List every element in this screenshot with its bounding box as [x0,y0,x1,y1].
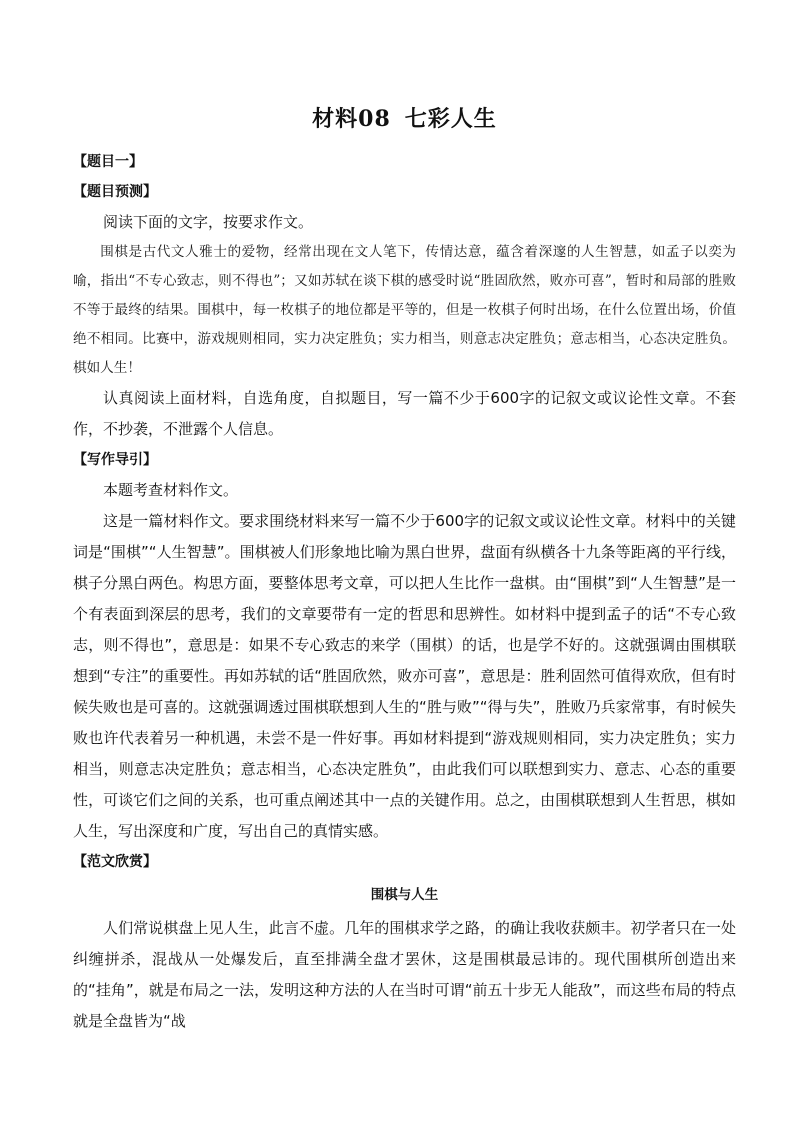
section-heading-guide: 【写作导引】 [73,452,157,468]
essay-title: 围棋与人生 [370,887,439,903]
section-heading-essay: 【范文欣赏】 [73,854,157,870]
section-heading-topic-one: 【题目一】 [73,154,143,170]
guide-paragraph-2: 这是一篇材料作文。要求围绕材料来写一篇不少于600字的记叙文或议论性文章。材料中的关键词是“围棋”“人生智慧”。围棋被人们形象地比喻为黑白世界，盘面有纵横各十九条等距离的平行线，棋子分黑白两色。构思方面，要整体思考文章，可以把人生比作一盘棋。由“围棋”到“人生智慧”是一个有表面到深层的思考，我们的文章要带有一定的哲思和思辨性。如材料中提到孟子的话“不专心致志，则不得也”，意思是：如果不专心致志的来学（围棋）的话，也是学不好的。这就强调由围棋联想到“专注”的重要性。再如苏轼的话“胜固欣然，败亦可喜”，意思是：胜利固然可值得欢欣，但有时候失败也是可喜的。这就强调透过围棋联想到人生的“胜与败”“得与失”，胜败乃兵家常事，有时候失败也许代表着另一种机遇，未尝不是一件好事。再如材料提到“游戏规则相同，实力决定胜负；实力相当，则意志决定胜负；意志相当，心态决定胜负”，由此我们可以联想到实力、意志、心态的重要性，可谈它们之间的关系，也可重点阐述其中一点的关键作用。总之，由围棋联想到人生哲思，棋如人生，写出深度和广度，写出自己的真情实感。 [73,512,736,840]
title-number: 材料08 [312,106,391,132]
section-heading-prediction: 【题目预测】 [73,184,157,200]
instruction-paragraph: 阅读下面的文字，按要求作文。 [103,213,314,231]
page-title [73,102,736,133]
title-text: 七彩人生 [404,106,497,132]
material-paragraph: 围棋是古代文人雅士的爱物，经常出现在文人笔下，传情达意，蕴含着深邃的人生智慧，如孟子以奕为喻，指出“不专心致志，则不得也”；又如苏轼在谈下棋的感受时说“胜固欣然，败亦可喜”，暂时和局部的胜败不等于最终的结果。围棋中，每一枚棋子的地位都是平等的，但是一枚棋子何时出场，在什么位置出场，价值绝不相同。比赛中，游戏规则相同，实力决定胜负；实力相当，则意志决定胜负；意志相当，心态决定胜负。棋如人生！ [73,244,736,376]
task-paragraph: 认真阅读上面材料，自选角度，自拟题目，写一篇不少于600字的记叙文或议论性文章。不套作，不抄袭，不泄露个人信息。 [73,389,736,438]
essay-paragraph-1: 人们常说棋盘上见人生，此言不虚。几年的围棋求学之路，的确让我收获颇丰。初学者只在一处纠缠拼杀，混战从一处爆发后，直至排满全盘才罢休，这是围棋最忌讳的。现代围棋所创造出来的“挂角”，就是布局之一法，发明这种方法的人在当时可谓“前五十步无人能敌”，而这些布局的特点就是全盘皆为“战 [73,919,736,1030]
guide-paragraph-1: 本题考查材料作文。 [103,481,239,499]
